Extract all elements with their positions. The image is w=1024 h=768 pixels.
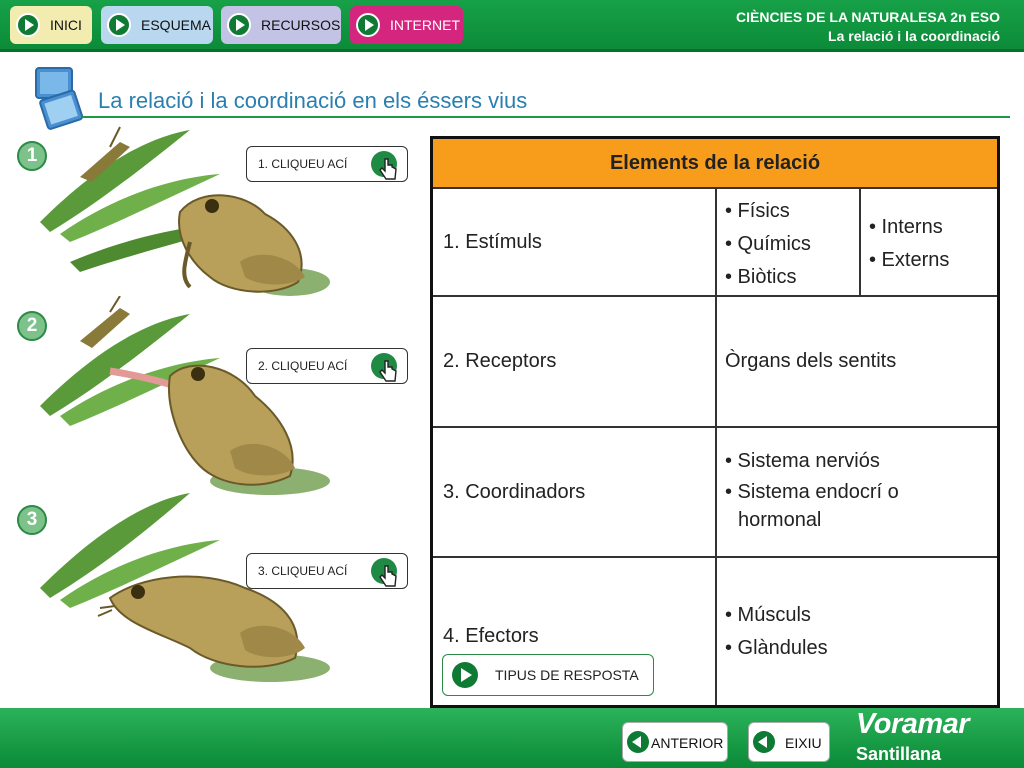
step-1-button[interactable] xyxy=(246,146,408,182)
play-icon xyxy=(16,13,40,37)
row-receptors-label: 2. Receptors xyxy=(443,350,557,372)
hand-pointer-icon xyxy=(379,157,397,181)
list-item: • Biòtics xyxy=(725,266,797,288)
brand-voramar: Voramar xyxy=(856,708,970,740)
row-estimuls-types xyxy=(725,195,855,294)
column-divider xyxy=(859,189,861,295)
list-item: • Músculs xyxy=(725,604,811,626)
step-2-button[interactable] xyxy=(246,348,408,384)
nav-recursos-button[interactable] xyxy=(221,6,341,44)
row-coordinadors-values xyxy=(725,445,995,534)
list-item: • Sistema endocrí o xyxy=(725,481,899,503)
list-item: • Sistema nerviós xyxy=(725,450,880,472)
course-info xyxy=(736,8,1000,46)
row-estimuls-label: 1. Estímuls xyxy=(443,230,542,253)
step-3-button[interactable] xyxy=(246,553,408,589)
previous-button[interactable] xyxy=(622,722,728,762)
nav-inici-button[interactable] xyxy=(10,6,92,44)
title-divider xyxy=(82,116,1010,118)
step-number-1: 1 xyxy=(17,141,47,171)
list-item: • Externs xyxy=(869,249,950,271)
step-2-label: 2. CLIQUEU ACÍ xyxy=(258,359,348,373)
column-divider xyxy=(715,189,717,705)
play-icon xyxy=(356,13,380,37)
row-receptors-value: Òrgans dels sentits xyxy=(725,350,897,372)
table-header: Elements de la relació xyxy=(433,139,997,189)
step-3-label: 3. CLIQUEU ACÍ xyxy=(258,564,348,578)
play-icon xyxy=(107,13,131,37)
row-efectors-values xyxy=(725,599,995,665)
back-arrow-icon xyxy=(753,731,775,753)
step-number-2: 2 xyxy=(17,311,47,341)
nav-esquema-label: ESQUEMA xyxy=(141,17,212,33)
page-title: La relació i la coordinació en els éssers vius xyxy=(98,88,528,113)
list-item-continuation: hormonal xyxy=(738,509,822,531)
previous-label: ANTERIOR xyxy=(651,735,724,751)
brand-santillana: Santillana xyxy=(856,744,942,764)
hand-pointer-icon xyxy=(379,564,397,588)
course-subject: CIÈNCIES DE LA NATURALESA 2n ESO xyxy=(736,9,1000,25)
nav-internet-button[interactable] xyxy=(350,6,463,44)
answer-type-label: TIPUS DE RESPOSTA xyxy=(495,667,639,683)
course-unit: La relació i la coordinació xyxy=(828,28,1000,44)
relation-elements-table xyxy=(430,136,1000,708)
exit-button[interactable] xyxy=(748,722,830,762)
back-arrow-icon xyxy=(627,731,649,753)
list-item: • Glàndules xyxy=(725,637,828,659)
answer-type-button[interactable] xyxy=(442,654,654,696)
hand-pointer-icon xyxy=(379,359,397,383)
row-estimuls-origin xyxy=(869,211,993,277)
step-number-3: 3 xyxy=(17,505,47,535)
play-icon xyxy=(227,13,251,37)
list-item: • Físics xyxy=(725,200,790,222)
nav-internet-label: INTERNET xyxy=(390,17,460,33)
row-coordinadors-label: 3. Coordinadors xyxy=(443,480,586,503)
exit-label: EIXIU xyxy=(785,735,822,751)
list-item: • Interns xyxy=(869,216,943,238)
row-efectors-label: 4. Efectors xyxy=(443,624,539,647)
nav-recursos-label: RECURSOS xyxy=(261,17,341,33)
nav-inici-label: INICI xyxy=(50,17,82,33)
nav-esquema-button[interactable] xyxy=(101,6,213,44)
play-icon xyxy=(452,662,478,688)
step-1-label: 1. CLIQUEU ACÍ xyxy=(258,157,348,171)
list-item: • Químics xyxy=(725,233,811,255)
frog-illustration-2 xyxy=(40,296,332,501)
